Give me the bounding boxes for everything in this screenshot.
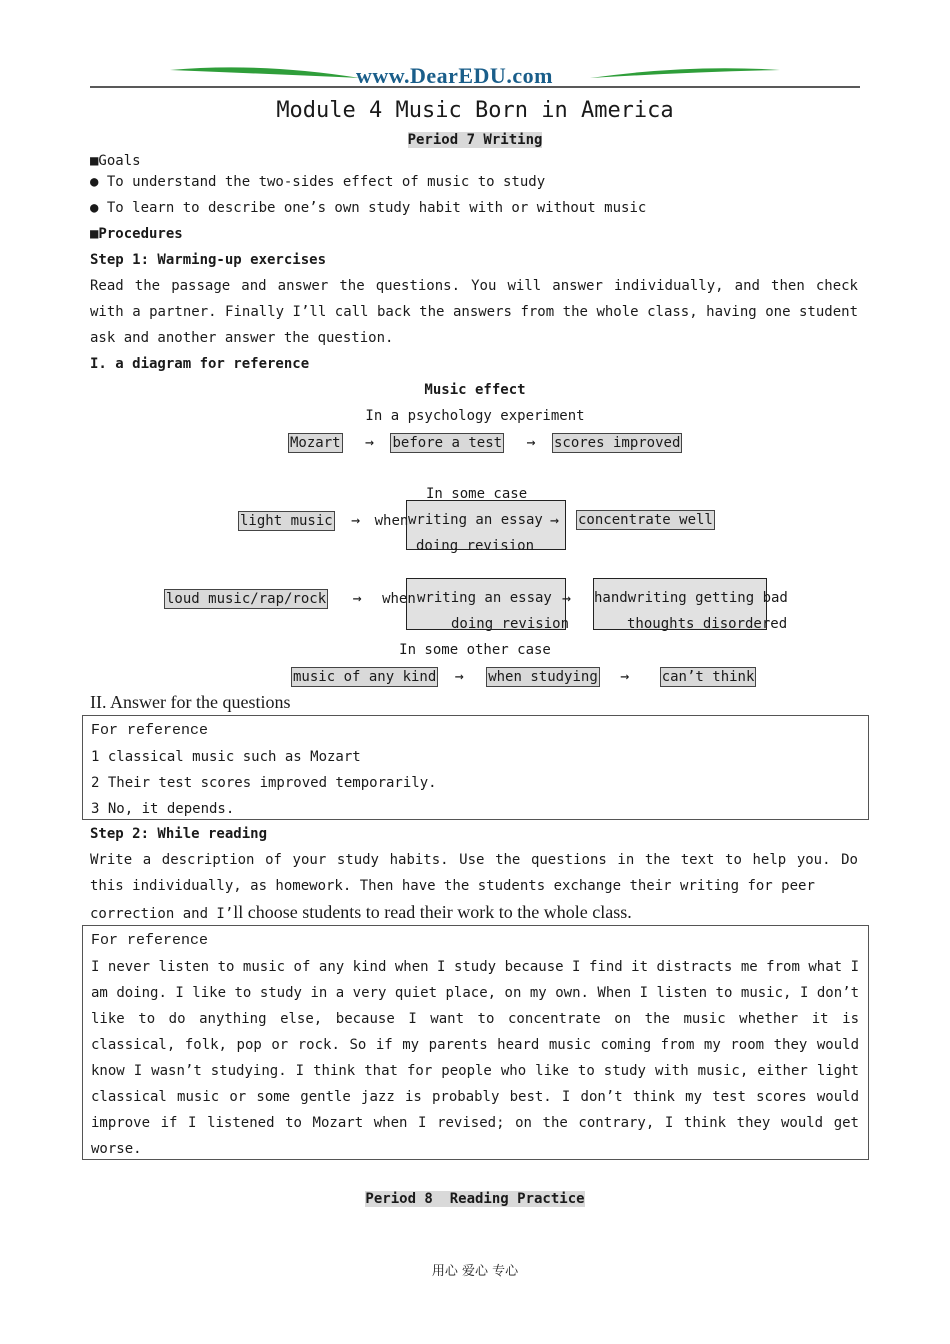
label-when: when [382, 591, 416, 607]
diagram-caption-2: In some case [426, 486, 528, 502]
row2-doing-revision: doing revision [416, 538, 535, 554]
box-loud-music: loud music/rap/rock [166, 591, 327, 607]
box-when-studying: when studying [488, 669, 598, 685]
arrow-right-icon: → [352, 589, 362, 607]
goal-item-1: ● To understand the two-sides effect of music to study [90, 174, 546, 190]
step1-heading: Step 1: Warming-up exercises [90, 252, 327, 268]
answer-box-title: For reference [91, 722, 209, 739]
arrow-right-icon: → [562, 589, 572, 607]
arrow-right-icon: → [550, 511, 560, 529]
period7-heading: Period 7 Writing [407, 132, 543, 148]
diagram-heading: I. a diagram for reference [90, 356, 310, 372]
row3-doing-revision: doing revision [451, 616, 570, 632]
part2-heading: II. Answer for the questions [90, 692, 291, 712]
box-mozart: Mozart [290, 435, 341, 451]
answer-box [82, 715, 869, 820]
box-before-test: before a test [392, 435, 503, 451]
logo-text: www.DearEDU.com [356, 63, 553, 88]
reference-box [82, 925, 869, 1160]
answer-1: 1 classical music such as Mozart [91, 749, 361, 765]
box-music-any-kind: music of any kind [293, 669, 437, 685]
diagram-row-2 [238, 507, 408, 534]
row3-handwriting-bad: handwriting getting bad [594, 590, 788, 606]
arrow-right-icon: → [620, 667, 630, 685]
step2-paragraph: Write a description of your study habits. Use the questions in the text to help you. Do this individually, as homework. Then have the students exchange their writing for peer [90, 852, 858, 894]
page-footer: 用心 爱心 专心 [431, 1264, 519, 1279]
diagram-row-4 [291, 663, 756, 690]
reference-box-title: For reference [91, 932, 209, 949]
step2-heading: Step 2: While reading [90, 826, 268, 842]
reference-box-text: I never listen to music of any kind when I study because I find it distracts me from what I am doing. I like to study in a very quiet place, on my own. When I listen to music, I don’t like to do anything else, because I want to concentrate on the music whether it is classical, folk, pop or rock. So if my parents heard music coming from my room they would know I wasn’t studying. I think that for people who like to study with music, either light classical music or some gentle jazz is probably best. I don’t think my test scores would improve if I listened to Mozart when I revised; on the contrary, I think they would get worse. [91, 959, 859, 1157]
box-scores-improved: scores improved [553, 435, 681, 451]
box-cant-think: can’t think [661, 669, 755, 685]
goals-heading: ■Goals [90, 153, 141, 169]
arrow-right-icon: → [351, 511, 361, 529]
label-when: when [374, 513, 409, 529]
box-light-music: light music [240, 513, 333, 529]
diagram-row-1 [288, 429, 682, 456]
box-concentrate-well: concentrate well [578, 512, 713, 528]
arrow-right-icon: → [454, 667, 464, 685]
answer-3: 3 No, it depends. [91, 801, 235, 817]
step2-last-mono: correction and I’ [90, 906, 234, 922]
diagram-caption-1: In a psychology experiment [365, 408, 585, 424]
row3-thoughts-disordered: thoughts disordered [627, 616, 788, 632]
goal-item-2: ● To learn to describe one’s own study habit with or without music [90, 200, 647, 216]
row2-writing-essay: writing an essay [408, 512, 543, 528]
diagram-title: Music effect [424, 382, 526, 398]
arrow-right-icon: → [526, 433, 536, 451]
arrow-right-icon: → [365, 433, 375, 451]
diagram-caption-3: In some other case [399, 642, 551, 658]
row3-writing-essay: writing an essay [417, 590, 552, 606]
diagram-row-3 [164, 585, 416, 612]
step1-paragraph: Read the passage and answer the questions. You will answer individually, and then check with a partner. Finally I’ll call back the answers from the whole class, having one student ask and another answer the question. [90, 278, 858, 346]
answer-2: 2 Their test scores improved temporarily. [91, 775, 437, 791]
header-logo [90, 60, 860, 92]
page-title: Module 4 Music Born in America [276, 98, 674, 123]
procedures-heading: ■Procedures [90, 226, 183, 242]
step2-last-line [90, 899, 632, 927]
period8-heading: Period 8 Reading Practice [365, 1191, 585, 1207]
step2-last-serif: ll choose students to read their work to the whole class. [233, 902, 632, 922]
